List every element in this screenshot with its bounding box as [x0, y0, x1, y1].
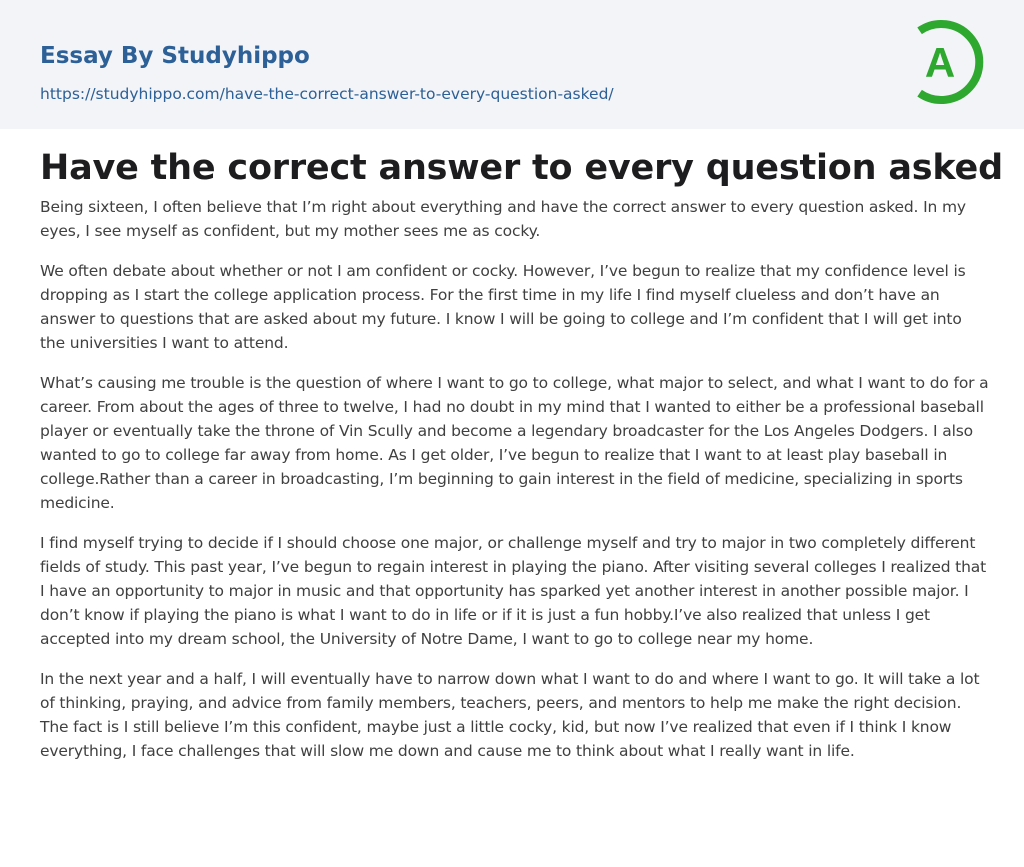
studyhippo-logo[interactable]	[910, 18, 988, 106]
article-url-link[interactable]: https://studyhippo.com/have-the-correct-answer-to-every-question-asked/	[40, 85, 614, 103]
page-header	[0, 0, 1024, 129]
essay-title: Have the correct answer to every question asked	[40, 148, 1003, 188]
essay-article	[40, 145, 1003, 763]
logo-icon	[910, 18, 988, 106]
essay-paragraph: Being sixteen, I often believe that I’m right about everything and have the correct answer to every question asked. In my eyes, I see myself as confident, but my mother sees me as cocky.	[40, 198, 966, 240]
essay-paragraph: We often debate about whether or not I am confident or cocky. However, I’ve begun to realize that my confidence level is dropping as I start the college application process. For the first time in my life I find myself clueless and don’t have an answer to questions that are asked about my future. I know I will be going to college and I’m confident that I will get into the universities I want to attend.	[40, 262, 966, 352]
essay-paragraph: What’s causing me trouble is the question of where I want to go to college, what major to select, and what I want to do for a career. From about the ages of three to twelve, I had no doubt in my mind that I wanted to either be a professional baseball player or eventually take the throne of Vin Scully and become a legendary broadcaster for the Los Angeles Dodgers. I also wanted to go to college far away from home. As I get older, I’ve begun to realize that I want to at least play baseball in college.Rather than a career in broadcasting, I’m beginning to gain interest in the field of medicine, specializing in sports medicine.	[40, 374, 989, 512]
essay-paragraph: I find myself trying to decide if I should choose one major, or challenge myself and try to major in two completely different fields of study. This past year, I’ve begun to regain interest in playing the piano. After visiting several colleges I realized that I have an opportunity to major in music and that opportunity has sparked yet another interest in another possible major. I don’t know if playing the piano is what I want to do in life or if it is just a fun hobby.I’ve also realized that unless I get accepted into my dream school, the University of Notre Dame, I want to go to college near my home.	[40, 534, 987, 648]
essay-paragraph: In the next year and a half, I will eventually have to narrow down what I want to do and where I want to go. It will take a lot of thinking, praying, and advice from family members, teachers, peers, and mentors to help me make the right decision. The fact is I still believe I’m this confident, maybe just a little cocky, kid, but now I’ve realized that even if I think I know everything, I face challenges that will slow me down and cause me to think about what I really want in life.	[40, 670, 980, 760]
logo-letter: A	[924, 39, 956, 86]
site-brand[interactable]: Essay By Studyhippo	[40, 43, 310, 69]
